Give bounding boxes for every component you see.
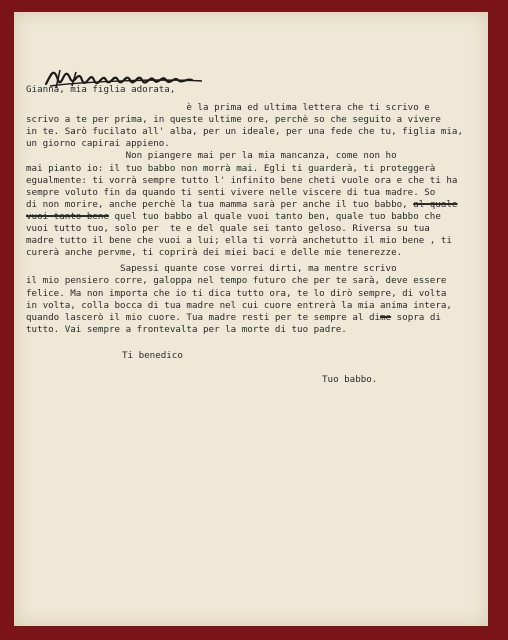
letter-body bbox=[26, 84, 486, 386]
paragraph-2-line: mai pianto io: il tuo babbo non morrà mai. Egli ti guarderà, ti proteggerà bbox=[26, 162, 436, 174]
paragraph-3-line: tutto. Vai sempre a frontevalta per la morte di tuo padre. bbox=[26, 323, 347, 335]
paragraph-1-line: in te. Sarò fucilato all' alba, per un ideale, per una fede che tu, figlia mia, bbox=[26, 126, 463, 138]
blessing-text: Ti benedico bbox=[122, 349, 183, 361]
salutation: Gianna, mia figlia adorata, bbox=[26, 84, 176, 95]
struck-through-text: vuoi tanto bene bbox=[26, 210, 109, 222]
signature bbox=[26, 374, 486, 386]
paragraph-2-line: curerà anche pervme, ti coprirà dei miei baci e delle mie tenerezze. bbox=[26, 247, 403, 259]
signature-text: Tuo babbo. bbox=[322, 373, 378, 385]
paragraph-2-line: vuoi tutto tuo, solo per te e del quale sei tanto geloso. Riversa su tua bbox=[26, 223, 430, 235]
paragraph-1-line: scrivo a te per prima, in queste ultime ore, perchè so che seguito a vivere bbox=[26, 114, 441, 126]
paragraph-3-line: felice. Ma non importa che io ti dica tutto ora, te lo dirò sempre, di volta bbox=[26, 287, 447, 299]
paragraph-3-line: Sapessi quante cose vorrei dirti, ma mentre scrivo bbox=[26, 263, 397, 275]
paragraph-1-line: un giorno capirai appieno. bbox=[26, 138, 170, 150]
paragraph-2-line bbox=[26, 211, 486, 223]
struck-through-text: al quale bbox=[413, 198, 458, 210]
paragraph-2-line: Non piangere mai per la mia mancanza, come non ho bbox=[26, 150, 397, 162]
paragraph-2-line bbox=[26, 199, 486, 211]
paragraph-3-line: in volta, colla bocca di tua madre nel cui cuore entrerà la mia anima intera, bbox=[26, 299, 452, 311]
paragraph-2-line: egualmente: ti vorrà sempre tutto l' infinito bene cheti vuole ora e che ti ha bbox=[26, 174, 458, 186]
paragraph-3-text: sopra di bbox=[391, 311, 441, 323]
paragraph-2-text: quel tuo babbo al quale vuoi tanto ben, quale tuo babbo che bbox=[108, 210, 441, 222]
paragraph-2-line: madre tutto il bene che vuoi a lui; ella ti vorrà anchetutto il mio bene , ti bbox=[26, 235, 452, 247]
paragraph-3-line: il mio pensiero corre, galoppa nel tempo futuro che per te sarà, deve essere bbox=[26, 275, 447, 287]
paragraph-2-text: di non morire, anche perchè la tua mamma sarà per anche il tuo babbo, bbox=[26, 198, 414, 210]
paragraph-2-line: sempre voluto fin da quando ti senti vivere nelle viscere di tua madre. So bbox=[26, 186, 436, 198]
letter-paper bbox=[14, 12, 488, 626]
paragraph-3-text: quando lascerò il mio cuore. Tua madre resti per te sempre al di bbox=[26, 311, 381, 323]
paragraph-3-line bbox=[26, 312, 486, 324]
blessing bbox=[26, 350, 486, 362]
paragraph-1-line: è la prima ed ultima lettera che ti scrivo e bbox=[26, 102, 430, 114]
struck-through-text: me bbox=[380, 311, 392, 323]
